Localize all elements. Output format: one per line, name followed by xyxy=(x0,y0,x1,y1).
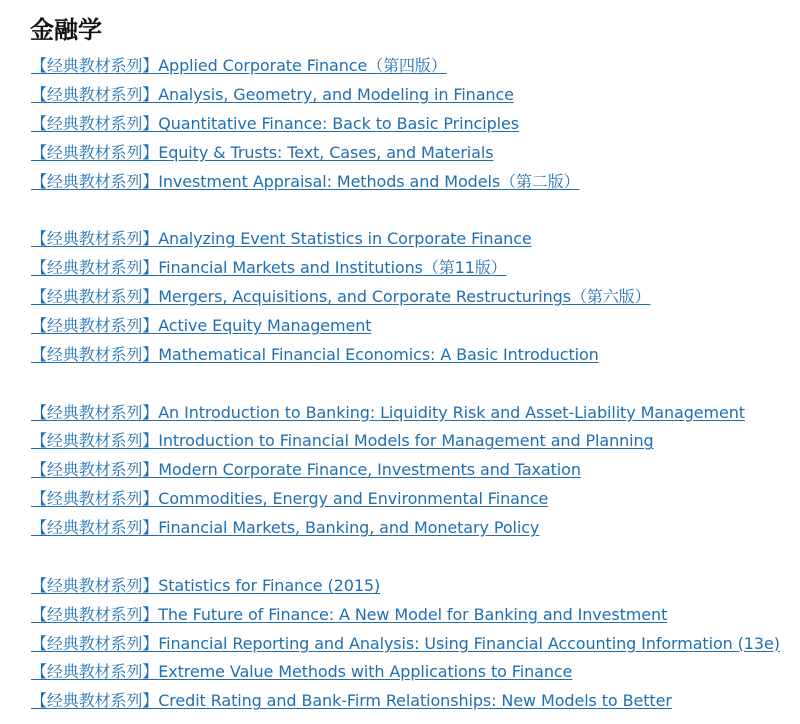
list-item xyxy=(31,514,800,543)
list-item xyxy=(31,81,800,110)
list-item xyxy=(31,630,800,659)
link-prefix: 【经典教材系列】 xyxy=(31,518,159,538)
link-title: Financial Markets and Institutions（第11版） xyxy=(158,258,507,278)
list-item xyxy=(31,52,800,81)
textbook-link[interactable] xyxy=(31,229,532,248)
list-item xyxy=(31,601,800,630)
textbook-link[interactable] xyxy=(31,460,581,479)
textbook-link[interactable] xyxy=(31,316,371,335)
textbook-link[interactable] xyxy=(31,489,548,508)
textbook-link[interactable] xyxy=(31,634,780,653)
list-item xyxy=(31,110,800,139)
link-prefix: 【经典教材系列】 xyxy=(31,344,159,364)
link-title: Mathematical Financial Economics: A Basic Introduction xyxy=(158,344,599,364)
link-title: An Introduction to Banking: Liquidity Risk and Asset-Liability Management xyxy=(158,402,745,422)
list-item xyxy=(31,341,800,370)
page-title: 金融学 xyxy=(30,16,102,44)
textbook-link[interactable] xyxy=(31,518,539,537)
textbook-link[interactable] xyxy=(31,287,650,306)
list-item xyxy=(31,399,800,428)
link-title: Financial Reporting and Analysis: Using Financial Accounting Information (13e) xyxy=(158,633,780,653)
list-item xyxy=(31,485,800,514)
link-prefix: 【经典教材系列】 xyxy=(31,258,159,278)
textbook-link[interactable] xyxy=(31,691,672,710)
link-prefix: 【经典教材系列】 xyxy=(31,662,159,682)
link-title: Financial Markets, Banking, and Monetary Policy xyxy=(158,518,540,538)
link-prefix: 【经典教材系列】 xyxy=(31,633,159,653)
textbook-link[interactable] xyxy=(31,403,745,422)
list-item xyxy=(31,658,800,687)
textbook-link[interactable] xyxy=(31,172,580,191)
link-prefix: 【经典教材系列】 xyxy=(31,431,159,451)
link-title: Statistics for Finance (2015) xyxy=(158,575,381,595)
link-title: Active Equity Management xyxy=(158,315,372,335)
list-item xyxy=(31,427,800,456)
link-prefix: 【经典教材系列】 xyxy=(31,287,159,307)
link-prefix: 【经典教材系列】 xyxy=(31,142,159,162)
link-title: The Future of Finance: A New Model for Banking and Investment xyxy=(158,604,668,624)
link-group xyxy=(31,399,800,543)
link-prefix: 【经典教材系列】 xyxy=(31,575,159,595)
link-title: Credit Rating and Bank-Firm Relationships: New Models to Better xyxy=(158,691,672,711)
textbook-link[interactable] xyxy=(31,345,599,364)
link-prefix: 【经典教材系列】 xyxy=(31,489,159,509)
link-prefix: 【经典教材系列】 xyxy=(31,691,159,711)
list-item xyxy=(31,312,800,341)
textbook-link[interactable] xyxy=(31,114,519,133)
list-item xyxy=(31,168,800,197)
list-item xyxy=(31,456,800,485)
link-prefix: 【经典教材系列】 xyxy=(31,604,159,624)
textbook-link[interactable] xyxy=(31,143,493,162)
link-group xyxy=(31,572,800,716)
list-item xyxy=(31,283,800,312)
textbook-link[interactable] xyxy=(31,85,514,104)
link-group xyxy=(31,52,800,196)
link-prefix: 【经典教材系列】 xyxy=(31,84,159,104)
link-title: Introduction to Financial Models for Management and Planning xyxy=(158,431,654,451)
textbook-link[interactable] xyxy=(31,605,667,624)
textbook-link[interactable] xyxy=(31,662,572,681)
list-item xyxy=(31,687,800,716)
link-prefix: 【经典教材系列】 xyxy=(31,460,159,480)
link-title: Applied Corporate Finance（第四版） xyxy=(158,56,447,75)
link-prefix: 【经典教材系列】 xyxy=(31,229,159,249)
textbook-link[interactable] xyxy=(31,576,380,595)
link-title: Mergers, Acquisitions, and Corporate Restructurings（第六版） xyxy=(158,287,651,307)
textbook-link[interactable] xyxy=(31,56,447,75)
textbook-link-list xyxy=(31,52,800,716)
link-prefix: 【经典教材系列】 xyxy=(31,171,159,191)
link-prefix: 【经典教材系列】 xyxy=(31,315,159,335)
link-title: Commodities, Energy and Environmental Finance xyxy=(158,489,549,509)
link-title: Extreme Value Methods with Applications to Finance xyxy=(158,662,573,682)
link-prefix: 【经典教材系列】 xyxy=(31,113,159,133)
textbook-link[interactable] xyxy=(31,431,654,450)
link-prefix: 【经典教材系列】 xyxy=(31,402,159,422)
list-item xyxy=(31,225,800,254)
link-title: Modern Corporate Finance, Investments and Taxation xyxy=(158,460,581,480)
link-title: Quantitative Finance: Back to Basic Principles xyxy=(158,113,519,133)
link-title: Investment Appraisal: Methods and Models（第二版） xyxy=(158,171,580,191)
list-item xyxy=(31,572,800,601)
list-item xyxy=(31,139,800,168)
textbook-link[interactable] xyxy=(31,258,507,277)
link-title: Analyzing Event Statistics in Corporate Finance xyxy=(158,229,532,249)
link-title: Analysis, Geometry, and Modeling in Finance xyxy=(158,84,514,104)
link-title: Equity & Trusts: Text, Cases, and Materials xyxy=(158,142,494,162)
link-group xyxy=(31,225,800,369)
list-item xyxy=(31,254,800,283)
link-prefix: 【经典教材系列】 xyxy=(31,56,159,75)
